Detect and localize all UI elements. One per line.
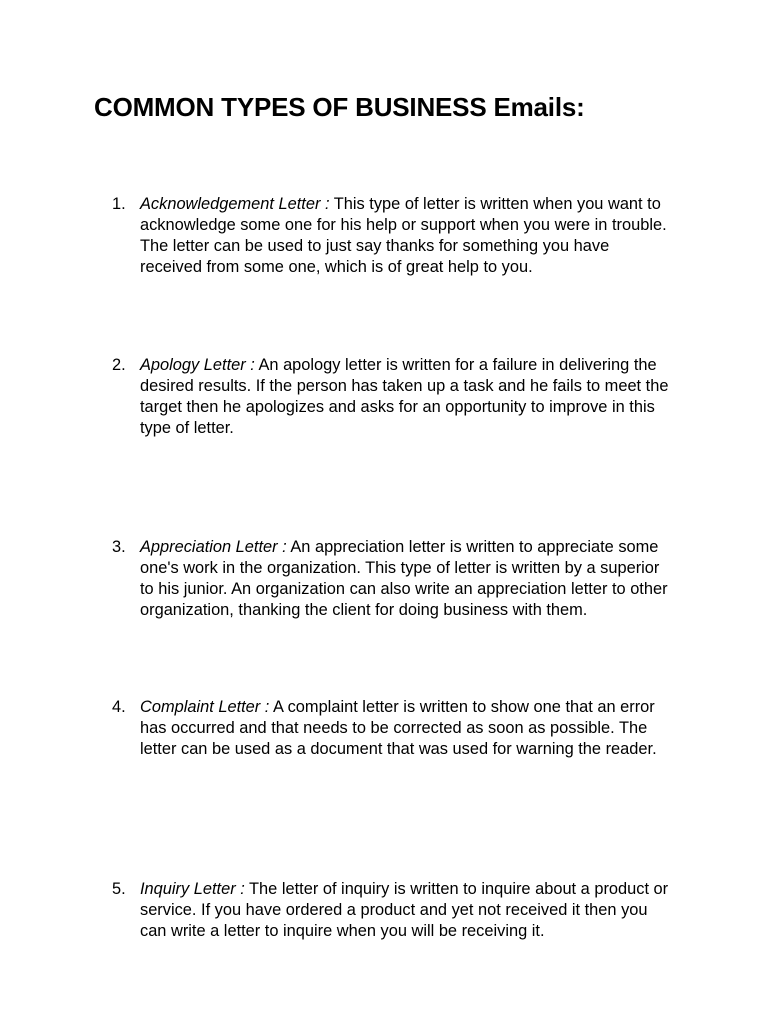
- list-item-number: 3.: [112, 538, 126, 556]
- list-item-term: Apology Letter :: [140, 356, 255, 374]
- list-item-text: [140, 697, 672, 760]
- page-title: COMMON TYPES OF BUSINESS Emails:: [94, 92, 585, 122]
- list-item-description: The letter of inquiry is written to inquire about a product or service. If you have ordered a product and yet not received it then you can write a letter to inquire when you will be receiving it.: [140, 880, 669, 940]
- list-item-apology-letter: [112, 355, 672, 439]
- list-item-appreciation-letter: [112, 537, 672, 621]
- list-item-text: [140, 355, 672, 439]
- list-item-text: [140, 537, 672, 621]
- list-item-description: A complaint letter is written to show one that an error has occurred and that needs to be corrected as soon as possible. The letter can be used as a document that was used for warning the reader.: [140, 698, 657, 758]
- list-item-text: [140, 194, 672, 278]
- list-item-number: 5.: [112, 880, 126, 898]
- list-item-number: 2.: [112, 356, 126, 374]
- list-item-number: 1.: [112, 195, 126, 213]
- list-item-acknowledgement-letter: [112, 194, 672, 278]
- list-item-description: An appreciation letter is written to appreciate some one's work in the organization. This type of letter is written by a superior to his junior. An organization can also write an appreciation letter to other organization, thanking the client for doing business with them.: [140, 538, 668, 619]
- list-item-description: This type of letter is written when you want to acknowledge some one for his help or support when you were in trouble. The letter can be used to just say thanks for something you have received from some one, which is of great help to you.: [140, 195, 667, 276]
- list-item-term: Inquiry Letter :: [140, 880, 245, 898]
- list-item-term: Appreciation Letter :: [140, 538, 287, 556]
- list-item-description: An apology letter is written for a failure in delivering the desired results. If the person has taken up a task and he fails to meet the target then he apologizes and asks for an opportunity to improve in this type of letter.: [140, 356, 669, 437]
- list-item-text: [140, 879, 672, 942]
- list-item-term: Complaint Letter :: [140, 698, 270, 716]
- list-item-term: Acknowledgement Letter :: [140, 195, 330, 213]
- list-item-number: 4.: [112, 698, 126, 716]
- list-item-inquiry-letter: [112, 879, 672, 942]
- list-item-complaint-letter: [112, 697, 672, 760]
